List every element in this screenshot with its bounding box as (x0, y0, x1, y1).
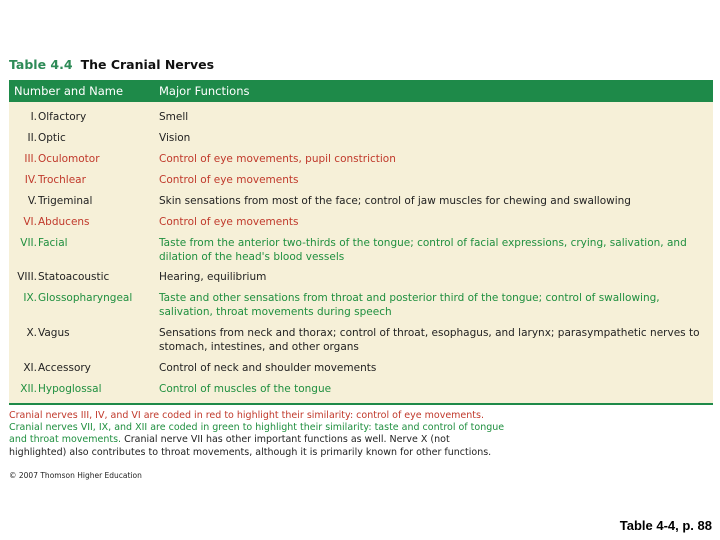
nerve-function: Taste from the anterior two-thirds of the tongue; control of facial expressions, crying, salivation, and dilation of the head's blood vessels (159, 237, 687, 263)
nerve-function: Smell (159, 111, 189, 123)
nerve-numeral: III. (24, 153, 37, 165)
nerve-function: Control of muscles of the tongue (159, 383, 332, 395)
nerve-numeral: VI. (23, 216, 37, 228)
nerve-function: Sensations from neck and thorax; control of throat, esophagus, and larynx; parasympathetic nerves to stomach, intestines, and other organs (159, 327, 700, 353)
header-major-functions: Major Functions (159, 84, 250, 98)
table-footnote (9, 410, 509, 459)
nerve-numeral: IV. (24, 174, 37, 186)
nerve-function: Vision (159, 132, 191, 144)
nerve-numeral: V. (27, 195, 37, 207)
nerve-name: Optic (38, 132, 66, 144)
table-title: The Cranial Nerves (80, 57, 215, 72)
nerve-name: Accessory (38, 362, 91, 374)
nerve-name: Statoacoustic (38, 271, 110, 283)
copyright-notice: © 2007 Thomson Higher Education (9, 471, 142, 480)
nerve-numeral: I. (30, 111, 37, 123)
nerve-function: Control of eye movements (159, 174, 299, 186)
nerve-function: Control of eye movements, pupil constriction (159, 153, 396, 165)
nerve-numeral: VIII. (17, 271, 37, 283)
table-header (9, 80, 713, 102)
nerve-name: Trigeminal (38, 195, 93, 207)
footnote-black: Cranial nerve VII has other important functions as well. Nerve X (not highlighted) also contributes to throat movements, although it is primarily known for other functions. (9, 434, 492, 458)
nerve-name: Glossopharyngeal (38, 292, 133, 304)
table-caption (9, 57, 214, 72)
nerve-name: Abducens (38, 216, 90, 228)
footnote-green: Cranial nerves VII, IX, and XII are coded in green to highlight their similarity: taste and control of tongue and throat movements. (9, 422, 505, 446)
nerve-function: Skin sensations from most of the face; control of jaw muscles for chewing and swallowing (159, 195, 631, 207)
footnote-red: Cranial nerves III, IV, and VI are coded in red to highlight their similarity: control of eye movements. (9, 410, 484, 421)
nerve-name: Vagus (38, 327, 70, 339)
nerve-numeral: XI. (23, 362, 37, 374)
nerve-name: Facial (38, 237, 68, 249)
nerve-name: Hypoglossal (38, 383, 102, 395)
nerve-name: Oculomotor (38, 153, 100, 165)
nerve-numeral: II. (27, 132, 37, 144)
nerve-numeral: XII. (20, 383, 37, 395)
nerve-name: Olfactory (38, 111, 87, 123)
table-divider (9, 403, 713, 405)
nerve-function: Control of neck and shoulder movements (159, 362, 377, 374)
slide-reference: Table 4-4, p. 88 (619, 518, 712, 533)
table-body (9, 102, 713, 403)
nerve-numeral: IX. (23, 292, 37, 304)
nerve-function: Control of eye movements (159, 216, 299, 228)
nerve-numeral: X. (26, 327, 37, 339)
nerve-function: Taste and other sensations from throat and posterior third of the tongue; control of swallowing, salivation, throat movements during speech (159, 292, 660, 318)
nerve-name: Trochlear (38, 174, 86, 186)
header-number-name: Number and Name (14, 84, 124, 98)
nerve-function: Hearing, equilibrium (159, 271, 267, 283)
table-number: Table 4.4 (9, 57, 73, 72)
nerve-numeral: VII. (20, 237, 37, 249)
